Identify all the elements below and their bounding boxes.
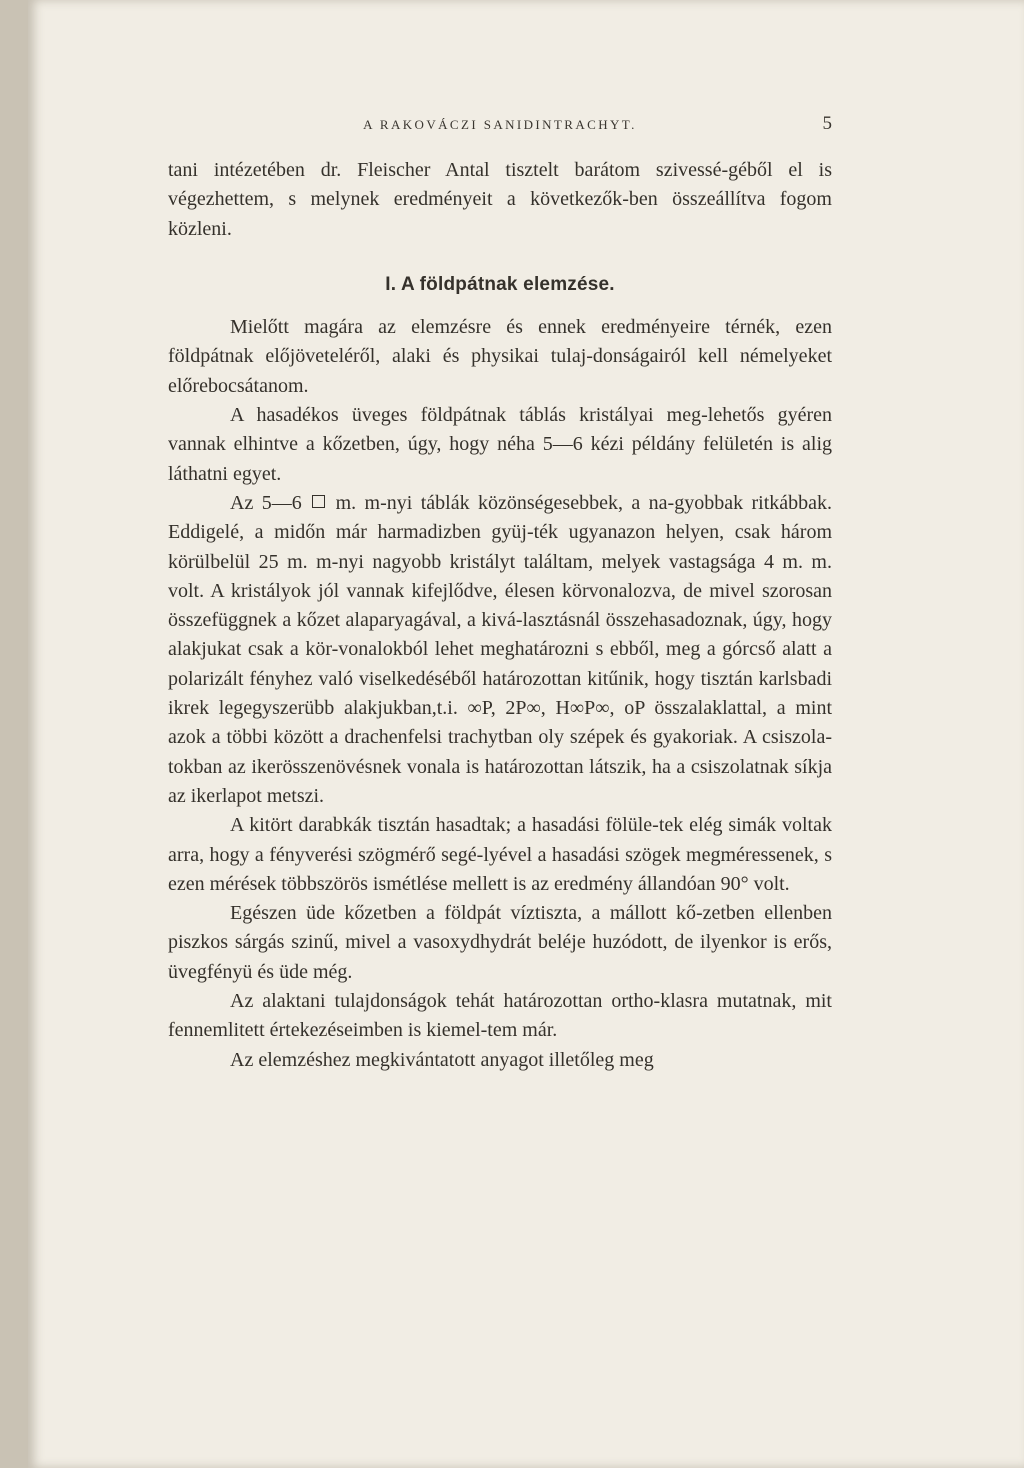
paragraph-4 bbox=[168, 489, 832, 811]
paragraph-1: tani intézetében dr. Fleischer Antal tisztelt barátom szivessé-géből el is végezhettem, s melynek eredményeit a következők-ben összeállítva fogom közleni. bbox=[168, 159, 832, 240]
body-text bbox=[168, 156, 832, 1075]
paragraph-7: Az alaktani tulajdonságok tehát határozottan ortho-klasra mutatnak, mit fennemlitett értekezéseimben is kiemel-tem már. bbox=[168, 990, 832, 1042]
paragraph-5: A kitört darabkák tisztán hasadtak; a hasadási fölüle-tek elég simák voltak arra, hogy a fényverési szögmérő segé-lyével a hasadási szögek megméressenek, s ezen mérések többszörös ismétlése mellett is az eredmény állandóan 90° volt. bbox=[168, 814, 832, 895]
paragraph-4-start: Az 5—6 bbox=[230, 491, 302, 514]
section-heading: I. A földpátnak elemzése. bbox=[385, 273, 615, 295]
paragraph-6: Egészen üde kőzetben a földpát víztiszta, a mállott kő-zetben ellenben piszkos sárgás szinű, mivel a vasoxydhydrát beléje huzódott, de ilyenkor is erős, üvegfényü és üde még. bbox=[168, 902, 832, 983]
running-title: A RAKOVÁCZI SANIDINTRACHYT. bbox=[363, 117, 637, 132]
paragraph-8: Az elemzéshez megkivántatott anyagot illetőleg meg bbox=[230, 1048, 654, 1071]
book-page bbox=[28, 0, 1024, 1468]
page-number: 5 bbox=[822, 113, 832, 134]
paragraph-2: Mielőtt magára az elemzésre és ennek eredményeire térnék, ezen földpátnak előjöveteléről, alaki és physikai tulaj-donságairól kell némelyeket előrebocsátanom. bbox=[168, 316, 832, 397]
running-header bbox=[168, 113, 832, 137]
square-symbol-icon bbox=[312, 495, 325, 508]
paragraph-4-rest: m. m-nyi táblák közönségesebbek, a na-gyobbak ritkábbak. Eddigelé, a midőn már harmadizben gyüj-ték ugyanazon helyen, csak három körülbelül 25 m. m-nyi nagyobb kristályt találtam, melyek vastagsága 4 m. m. volt. A kristályok jól vannak kifejlődve, élesen körvonalozva, de mivel szorosan összefüggnek a kőzet alaparyagával, a kivá-lasztásnál összehasadoznak, úgy, hogy alakjukat csak a kör-vonalokból lehet meghatározni s ebből, meg a górcső alatt a polarizált fényhez való viselkedéséből határozottan kitűnik, hogy tisztán karlsbadi ikrek legegyszerübb alakjukban,t.i. ∞P, 2P∞, H∞P∞, oP összalaklattal, a mint azok a többi között a drachenfelsi trachytban oly szépek és gyakoriak. A csiszola-tokban az ikerösszenövésnek vonala is határozottan látszik, ha a csiszolatnak síkja az ikerlapot metszi. bbox=[168, 491, 833, 807]
paragraph-3: A hasadékos üveges földpátnak táblás kristályai meg-lehetős gyéren vannak elhintve a kőzetben, úgy, hogy néha 5—6 kézi példány felületén is alig láthatni egyet. bbox=[168, 404, 832, 485]
